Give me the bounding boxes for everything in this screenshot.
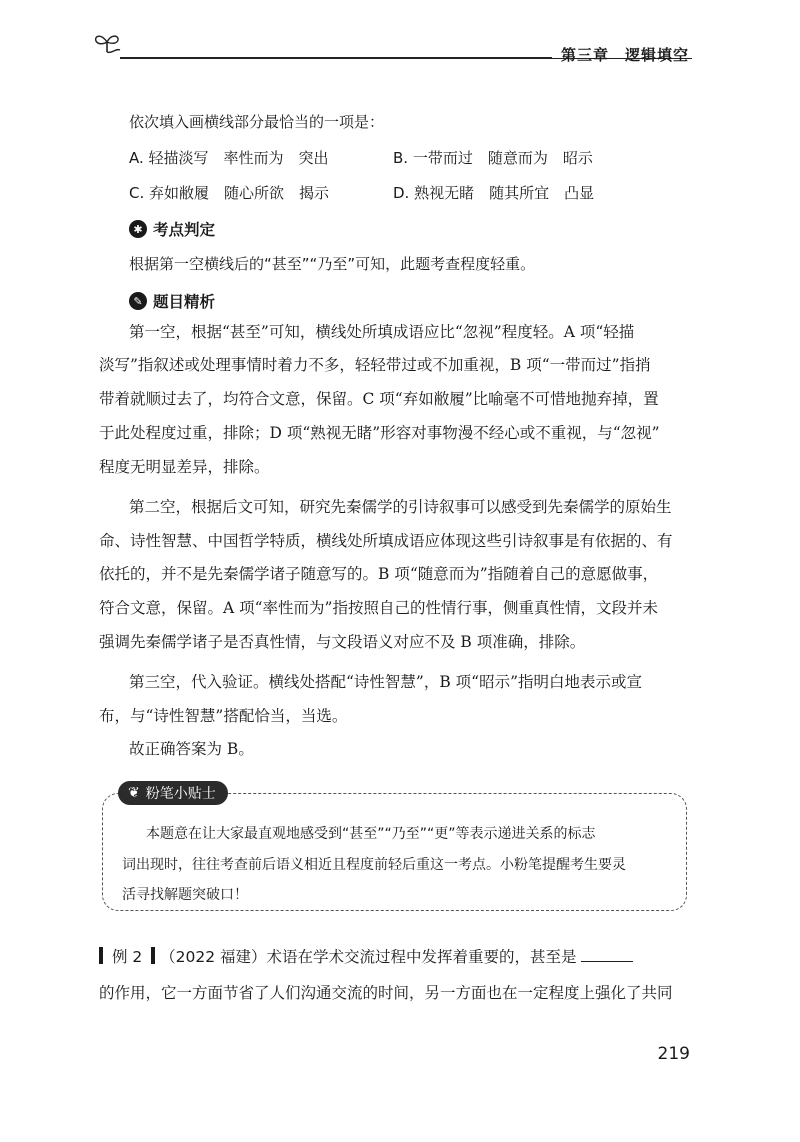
pen-icon: ✎ — [129, 292, 147, 310]
option-d: D. 熟视无睹 随其所宜 凸显 — [393, 184, 595, 202]
kaodian-text: 根据第一空横线后的“甚至”“乃至”可知，此题考查程度轻重。 — [129, 255, 536, 273]
option-a: A. 轻描淡写 率性而为 突出 — [129, 149, 329, 167]
example-line-2: 的作用，它一方面节省了人们沟通交流的时间，另一方面也在一定程度上强化了共同 — [99, 984, 673, 1002]
analysis-line: 带着就顺过去了，均符合文意，保留。C 项“弃如敝履”比喻毫不可惜地抛弃掉，置 — [99, 390, 659, 408]
page-number: 219 — [657, 1044, 690, 1064]
analysis-line: 依托的，并不是先秦儒学诸子随意写的。B 项“随意而为”指随着自己的意愿做事， — [99, 565, 659, 583]
tip-line: 活寻找解题突破口！ — [122, 887, 248, 903]
analysis-line: 强调先秦儒学诸子是否真性情，与文段语义对应不及 B 项准确，排除。 — [99, 633, 586, 651]
tip-label — [118, 781, 228, 805]
question-prompt: 依次填入画横线部分最恰当的一项是： — [129, 113, 385, 131]
section-kaodian-title: 考点判定 — [153, 221, 216, 239]
blank-line — [581, 947, 633, 962]
tip-label-text: 粉笔小贴士 — [145, 786, 216, 802]
example-bar-icon — [99, 947, 103, 964]
example-bar-icon — [151, 947, 155, 964]
sprout-icon — [92, 30, 122, 58]
analysis-line: 第二空，根据后文可知，研究先秦儒学的引诗叙事可以感受到先秦儒学的原始生 — [129, 498, 672, 516]
analysis-line: 程度无明显差异，排除。 — [99, 458, 270, 476]
analysis-line: 布，与“诗性智慧”搭配恰当，当选。 — [99, 707, 348, 725]
analysis-line: 第三空，代入验证。横线处搭配“诗性智慧”，B 项“昭示”指明白地表示或宣 — [129, 673, 643, 691]
tip-line: 词出现时，往往考查前后语义相近且程度前轻后重这一考点。小粉笔提醒考生要灵 — [122, 857, 626, 873]
example-label: 例 2 — [111, 948, 143, 966]
option-c: C. 弃如敝履 随心所欲 揭示 — [129, 184, 330, 202]
chapter-title: 第三章 逻辑填空 — [561, 46, 690, 64]
option-b: B. 一带而过 随意而为 昭示 — [393, 149, 593, 167]
header-rule — [120, 57, 552, 59]
section-jingxi — [129, 290, 215, 312]
tip-line: 本题意在让大家最直观地感受到“甚至”“乃至”“更”等表示递进关系的标志 — [146, 826, 596, 842]
answer-line: 故正确答案为 B。 — [129, 740, 254, 758]
sprout-icon: ❦ — [128, 785, 140, 801]
example-line-1 — [99, 947, 633, 966]
example-text: （2022 福建）术语在学术交流过程中发挥着重要的，甚至是 — [160, 948, 577, 966]
analysis-line: 命、诗性智慧、中国哲学特质，横线处所填成语应体现这些引诗叙事是有依据的、有 — [99, 532, 673, 550]
analysis-line: 淡写”指叙述或处理事情时着力不多，轻轻带过或不加重视，B 项“一带而过”指捎 — [99, 356, 651, 374]
section-jingxi-title: 题目精析 — [153, 293, 216, 311]
analysis-line: 符合文意，保留。A 项“率性而为”指按照自己的性情行事，侧重真性情，文段并未 — [99, 599, 658, 617]
analysis-line: 于此处程度过重，排除；D 项“熟视无睹”形容对事物漫不经心或不重视，与“忽视” — [99, 424, 660, 442]
gear-icon: ✱ — [129, 220, 147, 238]
section-kaodian — [129, 218, 215, 240]
analysis-line: 第一空，根据“甚至”可知，横线处所填成语应比“忽视”程度轻。A 项“轻描 — [129, 323, 635, 341]
